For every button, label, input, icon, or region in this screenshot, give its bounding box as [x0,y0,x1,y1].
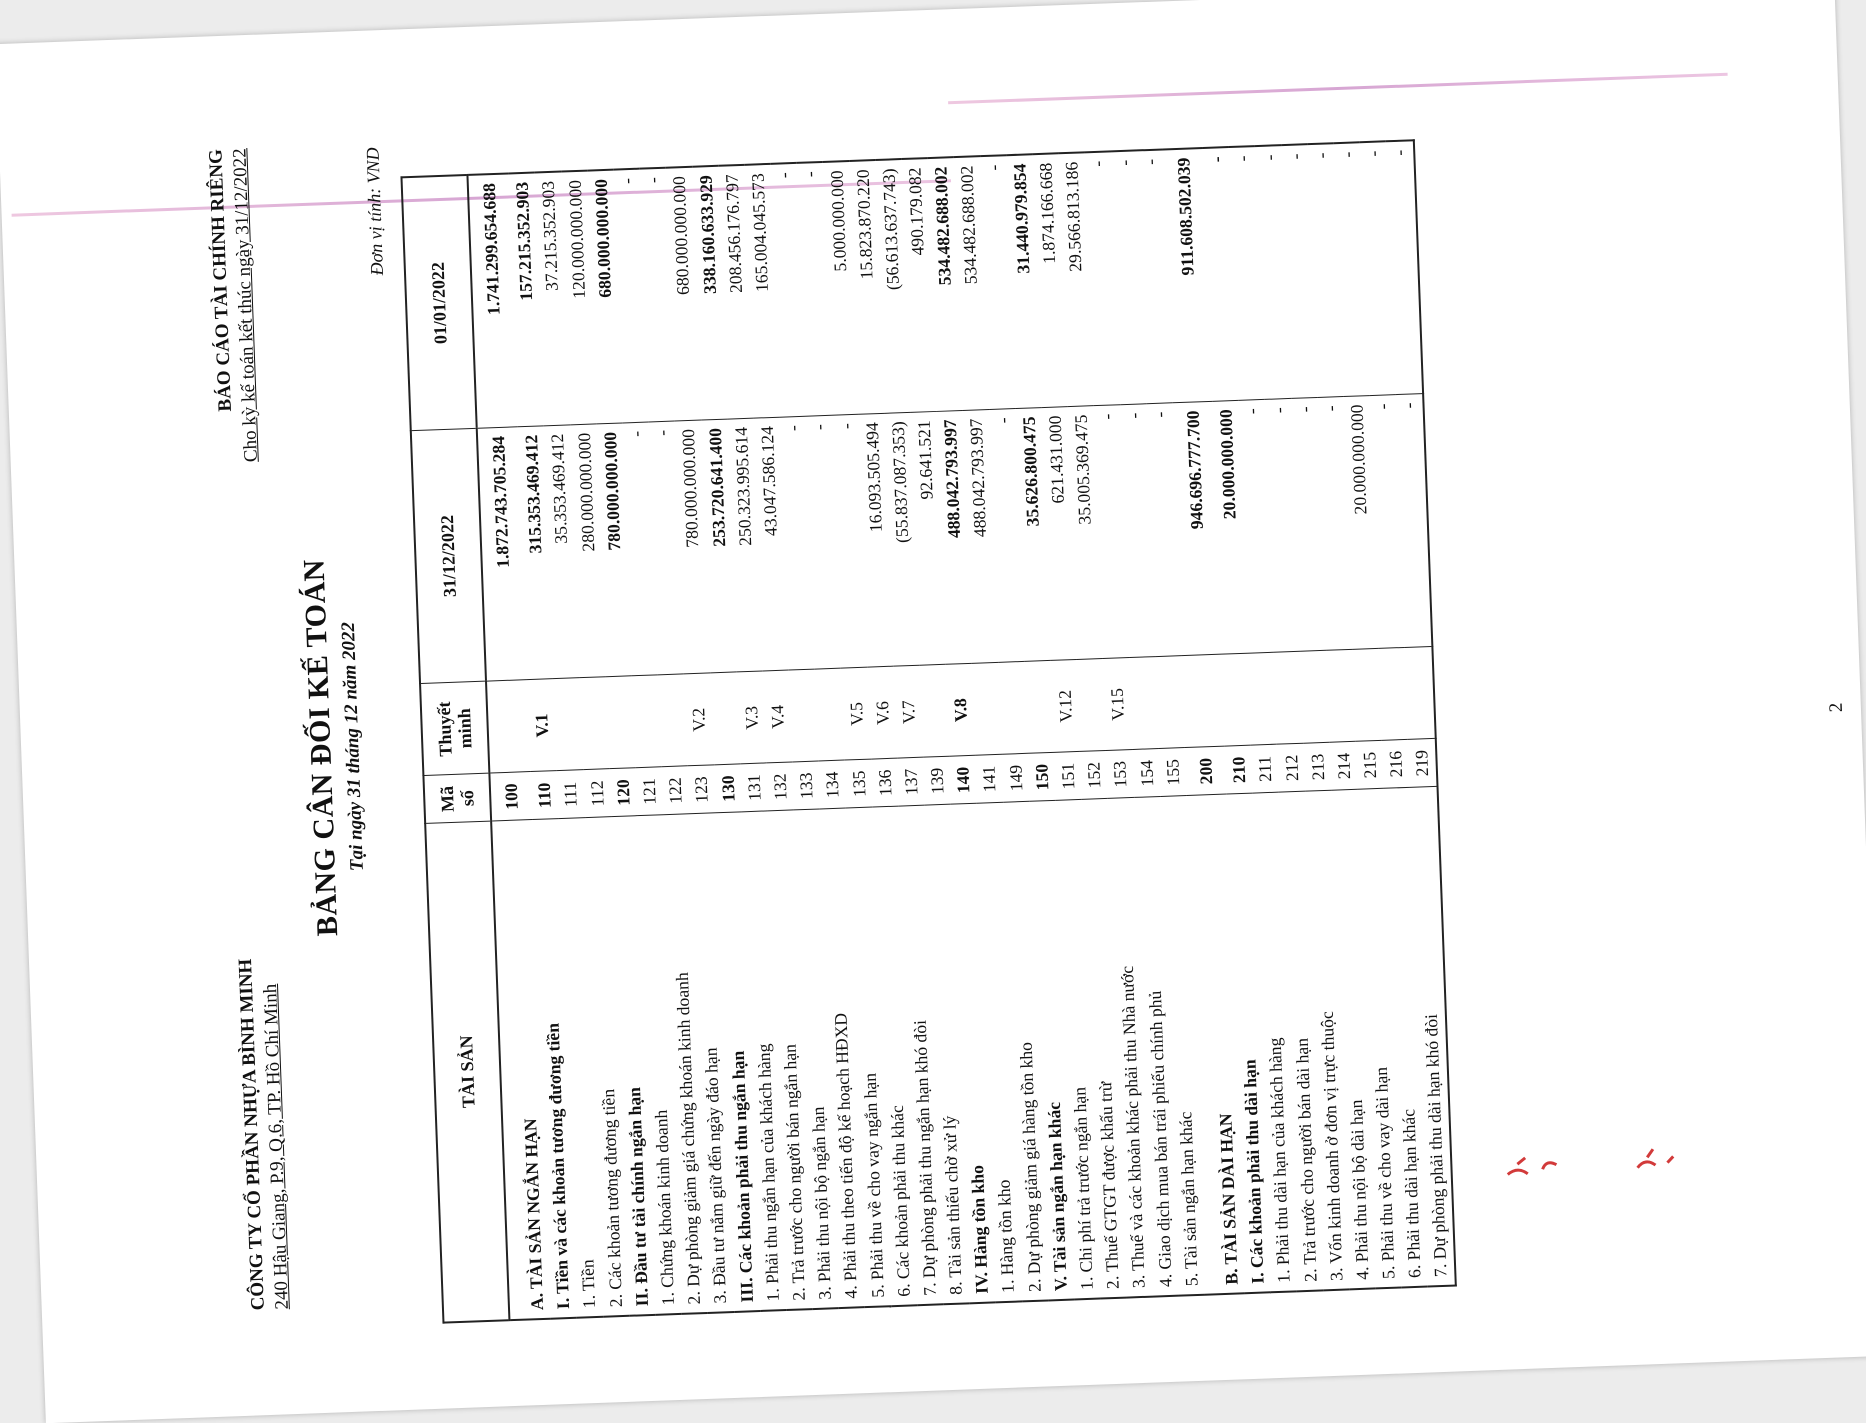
row-label: III. Các khoản phải thu ngắn hạn [715,812,759,1312]
row-note [1352,649,1382,742]
row-value-2022: - [1146,403,1181,657]
row-code: 212 [1277,744,1305,793]
row-value-2022: 20.000.000.000 [1212,400,1247,654]
row-label: I. Tiền và các khoản tương đương tiền [532,819,576,1319]
row-label: IV. Hàng tồn kho [951,803,995,1303]
row-value-2022: - [623,422,658,676]
row-label: 2. Thuế GTGT được khấu trừ [1082,799,1126,1299]
company-name: CÔNG TY CỔ PHẦN NHỰA BÌNH MINH [235,958,269,1311]
row-value-2021: 490.179.082 [901,158,936,412]
row-value-2021: - [770,163,805,417]
row-value-2021: - [613,169,648,423]
report-type: BÁO CÁO TÀI CHÍNH RIÊNG [205,148,236,412]
row-value-2022: 35.005.369.475 [1067,406,1102,660]
row-label: 4. Giao dịch mua bán trái phiếu chính phủ [1134,797,1178,1297]
row-code: 211 [1251,744,1279,793]
row-code: 151 [1054,752,1082,801]
row-code: 110 [531,771,559,820]
row-note [998,662,1028,755]
row-code: 132 [766,762,794,811]
row-note [486,680,531,773]
row-code: 136 [871,758,899,807]
row-value-2021: 15.823.870.220 [849,160,884,414]
row-code: 137 [897,757,925,806]
header-note: Thuyết minh [420,682,489,776]
row-label: 5. Tài sản ngắn hạn khác [1160,796,1204,1296]
row-value-2021: (56.613.637.743) [875,159,910,413]
row-value-2022: 92.641.521 [910,411,945,665]
row-value-2022: 16.093.505.494 [858,413,893,667]
row-value-2021: 31.440.979.854 [1006,154,1041,408]
row-value-2022: - [1395,394,1431,648]
row-value-2021: - [1203,147,1238,401]
row-label: 4. Phải thu theo tiến độ kế hoạch HĐXD [820,808,864,1308]
page-number: 2 [1825,702,1848,713]
row-value-2021: 338.160.633.929 [692,166,727,420]
row-label: 1. Phải thu dài hạn của khách hàng [1253,792,1297,1292]
row-value-2022: 780.000.000.000 [675,420,710,674]
row-value-2021: 120.000.000.000 [561,171,596,425]
row-value-2021: 680.000.000.000 [666,167,701,421]
header-asset: TÀI SẢN [425,821,509,1322]
row-value-2022: - [780,416,815,670]
row-label: 7. Dự phòng phải thu ngắn hạn khó đòi [899,805,943,1305]
row-note [1326,650,1356,743]
header-code: Mã số [423,773,491,823]
row-value-2021: - [1111,150,1146,404]
row-value-2021: 911.608.502.039 [1163,148,1212,403]
row-value-2022: 488.042.793.997 [963,409,998,663]
row-label: 2. Dự phòng giảm giá chứng khoán kinh doanh [663,814,707,1314]
row-code: 155 [1159,748,1187,797]
row-note: V.7 [894,666,924,759]
row-value-2022: - [1369,395,1404,649]
row-label: 3. Phải thu nội bộ ngắn hạn [794,809,838,1309]
row-value-2022: 35.353.469.412 [544,425,579,679]
row-note [1222,654,1252,747]
row-code: 214 [1330,742,1358,791]
row-value-2021: 208.456.176.797 [718,165,753,419]
row-note [632,675,662,768]
row-value-2021: 1.874.166.668 [1032,153,1067,407]
row-label: 5. Phải thu về cho vay dài hạn [1358,789,1402,1289]
currency-unit: Đơn vị tính: VND [362,147,388,276]
row-label: 1. Hàng tồn kho [977,803,1021,1303]
row-code: 133 [792,761,820,810]
report-header [204,148,263,464]
header-2022: 31/12/2022 [411,428,486,684]
document-title: BẢNG CÂN ĐỐI KẾ TOÁN [297,558,345,937]
row-note [1405,647,1436,740]
row-value-2022: 250.323.995.614 [727,418,762,672]
row-label: 4. Phải thu nội bộ dài hạn [1331,790,1375,1290]
row-label: B. TÀI SẢN DÀI HẠN [1187,794,1245,1294]
red-stamp-mark [1486,1114,1688,1185]
row-code: 100 [489,772,532,821]
row-note [1129,657,1159,750]
row-note: V.4 [763,670,793,763]
row-code: 210 [1225,745,1253,794]
row-note [580,677,610,770]
row-code: 112 [583,769,611,818]
row-code: 216 [1382,740,1410,789]
report-date: Tại ngày 31 tháng 12 năm 2022 [337,621,368,872]
row-value-2021: - [1137,149,1172,403]
row-label: 8. Tài sản thiếu chờ xử lý [925,804,969,1304]
row-note [1181,655,1225,748]
row-code: 123 [688,765,716,814]
row-note [972,663,1002,756]
row-label: V. Tài sản ngắn hạn khác [1030,801,1074,1301]
row-code: 139 [923,757,951,806]
row-value-2021: - [1229,146,1264,400]
row-value-2021: 29.566.813.186 [1058,152,1093,406]
row-code: 122 [661,766,689,815]
row-code: 152 [1080,751,1108,800]
row-value-2022: 488.042.793.997 [937,410,972,664]
row-value-2022: 35.626.800.475 [1015,408,1050,662]
row-label: A. TÀI SẢN NGẮN HẠN [491,820,550,1320]
row-label: 6. Phải thu dài hạn khác [1384,788,1428,1288]
row-value-2021: 534.482.688.002 [953,156,988,410]
row-value-2022: - [806,415,841,669]
row-value-2021: - [639,168,674,422]
row-label: 2. Trả trước cho người bán ngắn hạn [768,810,812,1310]
row-label: 1. Chứng khoán kinh doanh [637,815,681,1315]
row-note [920,665,950,758]
row-note [1077,659,1107,752]
row-note [658,674,688,767]
row-code: 111 [557,770,585,819]
row-label: II. Đầu tư tài chính ngắn hạn [611,816,655,1316]
row-label: I. Các khoản phải thu dài hạn [1227,793,1271,1293]
row-note [815,669,845,762]
row-value-2021: 5.000.000.000 [823,161,858,415]
row-value-2022: 253.720.641.400 [701,419,736,673]
row-value-2022: 20.000.000.000 [1343,396,1378,650]
row-code: 153 [1106,750,1134,799]
row-value-2022: 280.000.000.000 [570,424,605,678]
row-label: 5. Phải thu về cho vay ngắn hạn [846,807,890,1307]
row-label: 1. Tiền [558,818,602,1318]
row-label: 3. Đầu tư nắm giữ đến ngày đáo hạn [689,813,733,1313]
row-label: 7. Dự phòng phải thu dài hạn khó đòi [1410,787,1455,1287]
balance-sheet-table [400,139,1456,1323]
row-value-2021: 157.215.352.903 [509,172,544,426]
company-header [234,957,295,1310]
row-label: 1. Chi phí trả trước ngắn hạn [1056,800,1100,1300]
row-value-2021: - [980,155,1015,409]
row-code: 149 [1002,754,1030,803]
row-note [1155,656,1185,749]
row-note: V.1 [527,679,557,772]
row-value-2021: - [1255,145,1290,399]
row-note [1300,651,1330,744]
row-note [1024,661,1054,754]
balance-sheet-page [204,72,1866,1371]
row-value-2022: 43.047.586.124 [753,417,788,671]
row-code: 130 [714,764,742,813]
row-label: 2. Trả trước cho người bán dài hạn [1279,791,1323,1291]
company-address: 240 Hậu Giang, P.9, Q.6, TP. Hồ Chí Minh [259,983,293,1310]
row-value-2021: - [1084,151,1119,405]
report-period: Cho kỳ kế toán kết thúc ngày 31/12/2022 [229,147,262,463]
row-value-2021: - [1334,142,1369,396]
row-code: 131 [740,763,768,812]
row-value-2022: - [1317,397,1352,651]
row-value-2022: - [1238,399,1273,653]
row-note [1248,653,1278,746]
row-label: 6. Các khoản phải thu khác [873,806,917,1306]
row-note: V.5 [841,668,871,761]
row-value-2021: 680.000.000.000 [587,170,622,424]
row-value-2022: (55.837.087.353) [884,412,919,666]
row-value-2021: - [796,162,831,416]
row-note [606,676,636,769]
row-note: V.12 [1051,660,1081,753]
row-label: 3. Vốn kinh doanh ở đơn vị trực thuộc [1305,791,1349,1291]
row-value-2022: 1.872.743.705.284 [477,427,527,682]
row-value-2022: - [649,421,684,675]
row-value-2022: - [1120,404,1155,658]
row-note: V.8 [946,664,976,757]
row-value-2022: - [1265,398,1300,652]
row-code: 141 [975,755,1003,804]
row-label: 2. Các khoản tương đương tiền [585,817,629,1317]
row-value-2021: - [1282,144,1317,398]
row-note [1379,648,1409,741]
row-value-2022: - [989,409,1024,663]
row-note [1274,652,1304,745]
row-value-2021: 165.004.045.573 [744,164,779,418]
row-label: 1. Phải thu ngắn hạn của khách hàng [742,811,786,1311]
row-value-2021: 37.215.352.903 [535,172,570,426]
row-value-2021: 534.482.688.002 [927,157,962,411]
row-label: 2. Dự phòng giảm giá hàng tồn kho [1003,802,1047,1302]
row-code: 140 [949,756,977,805]
row-note: V.6 [867,667,897,760]
row-code: 120 [609,768,637,817]
row-value-2022: - [1291,397,1326,651]
row-note: V.3 [737,671,767,764]
row-note [789,669,819,762]
row-value-2022: 621.431.000 [1041,407,1076,661]
row-code: 200 [1185,746,1227,795]
row-value-2022: - [832,414,867,668]
row-code: 134 [818,760,846,809]
row-label: 3. Thuế và các khoản khác phải thu Nhà nước [1108,798,1152,1298]
row-note: V.15 [1103,658,1133,751]
row-note [710,672,740,765]
row-value-2021: - [1386,140,1422,394]
row-value-2021: - [1308,143,1343,397]
row-value-2022: 946.696.777.700 [1172,401,1221,656]
row-value-2022: 780.000.000.000 [596,423,631,677]
row-note [553,678,583,771]
row-code: 215 [1356,741,1384,790]
row-code: 213 [1303,743,1331,792]
row-value-2022: 315.353.469.412 [518,426,553,680]
row-value-2021: 1.741.299.654.688 [467,173,517,428]
row-code: 121 [635,767,663,816]
row-value-2022: - [1094,405,1129,659]
row-code: 135 [845,759,873,808]
header-2021: 01/01/2022 [401,175,476,431]
row-value-2021: - [1360,141,1395,395]
row-code: 219 [1408,739,1437,788]
row-code: 150 [1028,753,1056,802]
row-note: V.2 [684,673,714,766]
row-code: 154 [1132,749,1160,798]
